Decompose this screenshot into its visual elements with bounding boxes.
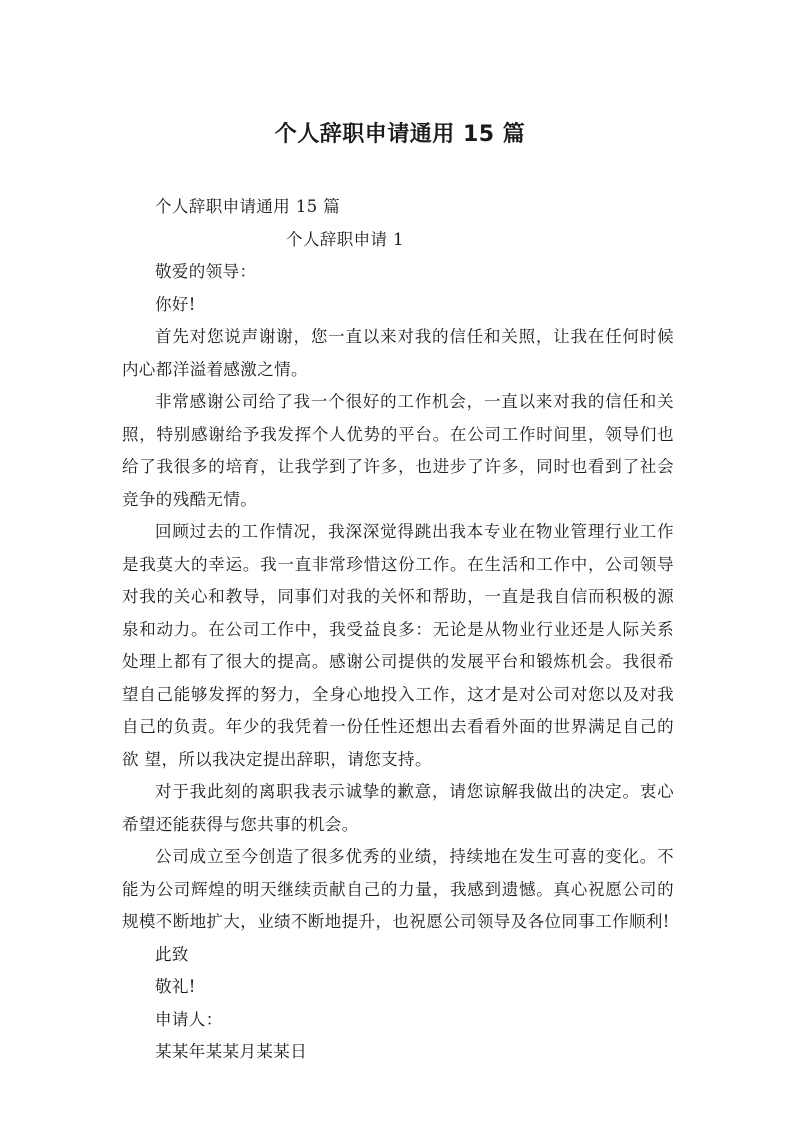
- paragraph-closing-2: 敬礼!: [155, 977, 196, 996]
- paragraph-salutation: 敬爱的领导：: [155, 262, 257, 281]
- paragraph-body-2: 非常感谢公司给了我一个很好的工作机会，一直以来对我的信任和关照，特别感谢给予我发挥个人优势的平台。在公司工作时间里，领导们也给了我很多的培育，让我学到了许多，也进步了许多，同时也看到了社会竞争的残酷无情。: [122, 392, 674, 509]
- paragraph-applicant: 申请人：: [155, 1009, 223, 1029]
- paragraph-greeting: 你好!: [155, 294, 196, 314]
- paragraph-section-heading: 个人辞职申请 1: [286, 229, 404, 249]
- paragraph-series-title: 个人辞职申请通用 15 篇: [155, 197, 341, 216]
- paragraph-body-3: 回顾过去的工作情况，我深深觉得跳出我本专业在物业管理行业工作是我莫大的幸运。我一直非常珍惜这份工作。在生活和工作中，公司领导对我的关心和教导，同事们对我的关怀和帮助，一直是我自信而积极的源泉和动力。在公司工作中，我受益良多：无论是从物业行业还是人际关系处理上都有了很大的提高。感谢公司提供的发展平台和锻炼机会。我很希望自己能够发挥的努力，全身心地投入工作，这才是对公司对您以及对我自己的负责。年少的我凭着一份任性还想出去看看外面的世界满足自己的欲 望，所以我决定提出辞职，请您支持。: [122, 522, 674, 769]
- document-title: 个人辞职申请通用 15 篇: [274, 122, 526, 147]
- document-body: [122, 191, 674, 1069]
- paragraph-body-1: 首先对您说声谢谢，您一直以来对我的信任和关照，让我在任何时候内心都洋溢着感激之情。: [122, 327, 674, 379]
- paragraph-closing-1: 此致: [155, 944, 189, 964]
- paragraph-body-5: 公司成立至今创造了很多优秀的业绩，持续地在发生可喜的变化。不能为公司辉煌的明天继续贡献自己的力量，我感到遗憾。真心祝愿公司的规模不断地扩大，业绩不断地提升，也祝愿公司领导及各位同事工作顺利!: [122, 847, 674, 931]
- paragraph-date: 某某年某某月某某日: [155, 1042, 308, 1061]
- paragraph-body-4: 对于我此刻的离职我表示诚挚的歉意，请您谅解我做出的决定。衷心希望还能获得与您共事的机会。: [122, 782, 674, 834]
